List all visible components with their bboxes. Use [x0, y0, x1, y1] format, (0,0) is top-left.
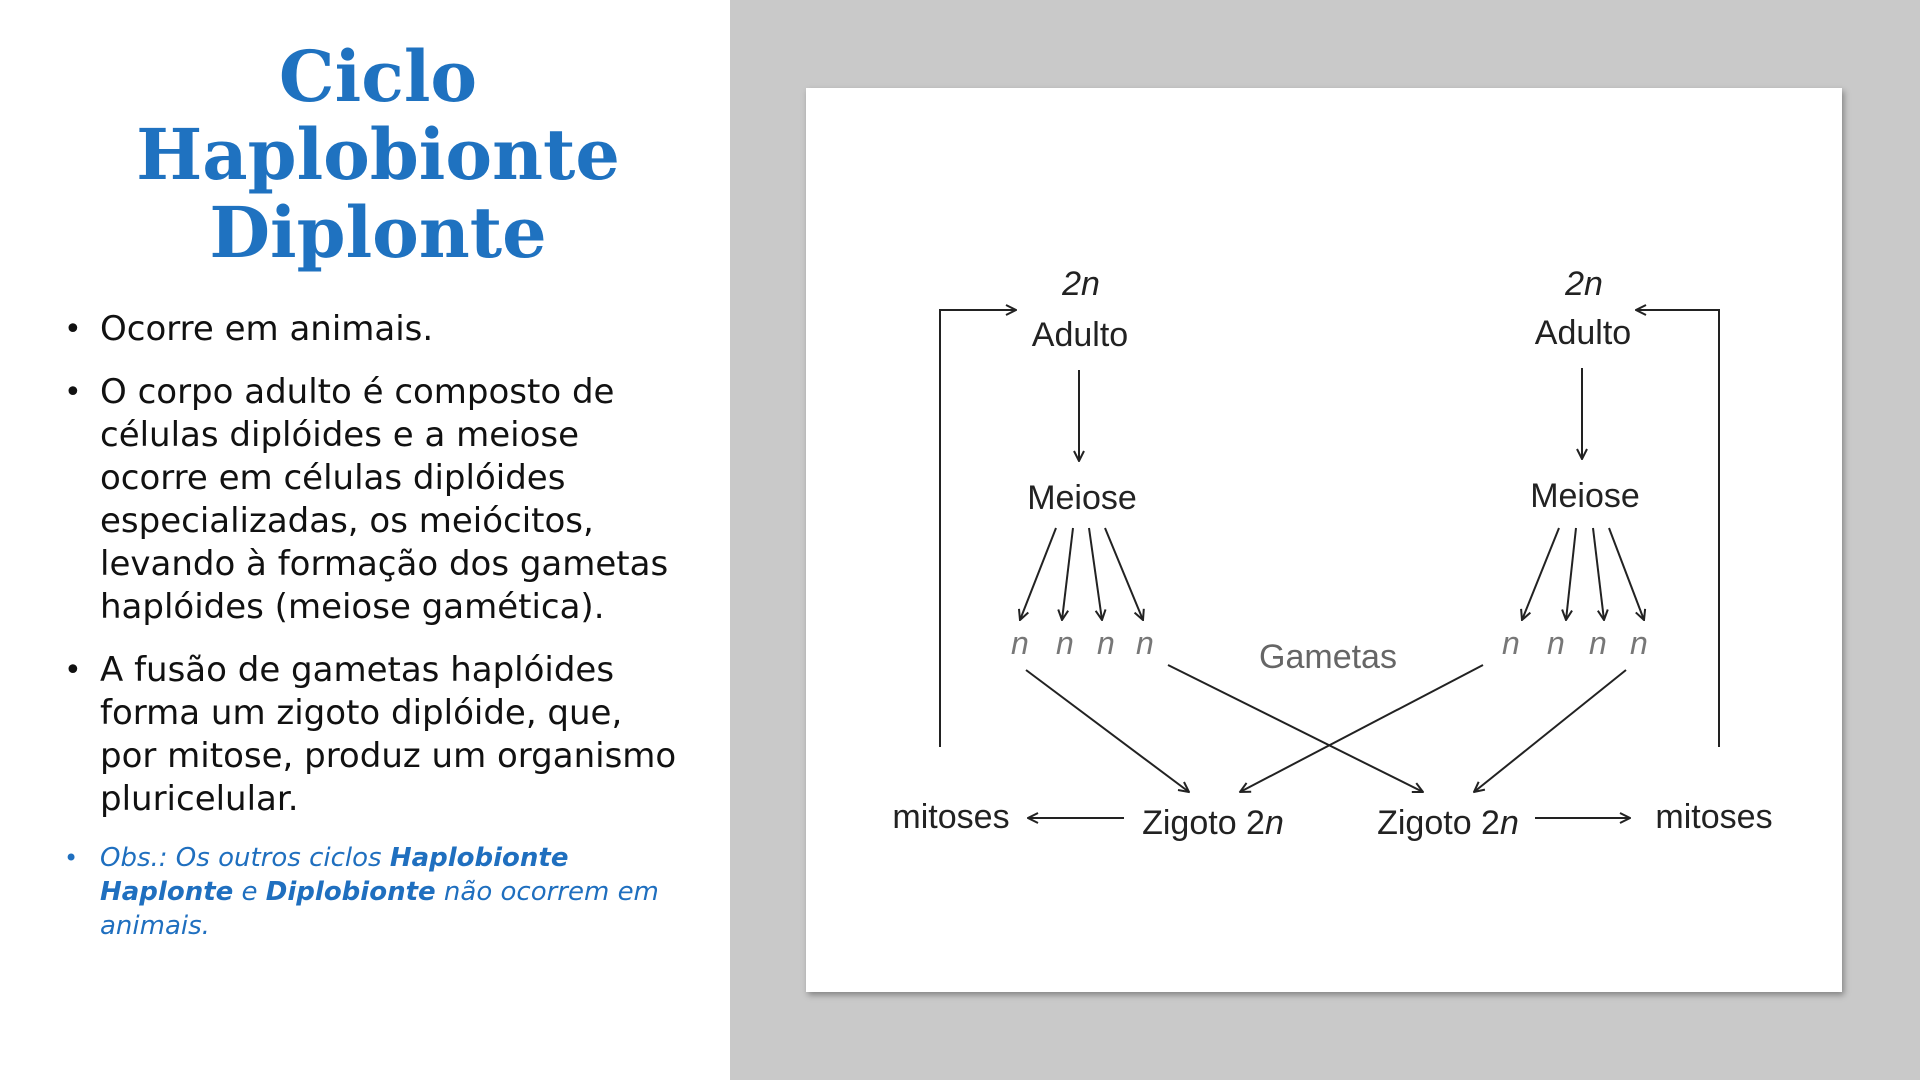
mitoses-label: mitoses [1655, 798, 1773, 836]
gametes-label: Gametas [1259, 638, 1397, 676]
arrow-gamete-zygote [1168, 665, 1423, 792]
zygote-label [1142, 804, 1284, 842]
adult-label: Adulto [1534, 314, 1632, 352]
obs-note [62, 841, 682, 943]
arrow-gamete-zygote [1474, 670, 1626, 792]
gamete-label: n [1630, 625, 1648, 661]
title-line: Haplobionte [136, 113, 620, 196]
obs-suffix: não ocorrem em animais. [100, 877, 659, 941]
zygote-ploidy: n [1264, 804, 1284, 842]
text-panel [0, 0, 730, 1080]
arrow-meiose-gamete [1522, 528, 1559, 620]
title-line: Ciclo [278, 35, 478, 118]
gamete-label: n [1589, 625, 1607, 661]
gamete-label: n [1136, 625, 1154, 661]
bullet-item: • A fusão de gametas haplóides forma um zigoto diplóide, que, por mitose, produz um organismo pluricelular. [62, 649, 682, 821]
life-cycle-diagram [806, 88, 1842, 992]
arrow-meiose-gamete [1089, 528, 1102, 620]
return-arrow-right [1636, 310, 1719, 747]
meiosis-label: Meiose [1027, 479, 1137, 517]
obs-term: Diplobionte [265, 877, 436, 907]
gamete-label: n [1502, 625, 1520, 661]
obs-middle: e [233, 877, 266, 907]
arrow-meiose-gamete [1105, 528, 1143, 620]
adult-label: Adulto [1031, 316, 1129, 354]
title-line: Diplonte [209, 191, 547, 274]
bullet-item: • O corpo adulto é composto de células diplóides e a meiose ocorre em células diplóides especializadas, os meiócitos, levando à formação dos gametas haplóides (meiose gamética). [62, 371, 682, 629]
gamete-label: n [1011, 625, 1029, 661]
bullet-item: • Ocorre em animais. [62, 308, 682, 351]
zygote-ploidy: n [1499, 804, 1519, 842]
slide-title [0, 35, 756, 274]
meiosis-label: Meiose [1530, 477, 1640, 515]
arrow-meiose-gamete [1609, 528, 1644, 620]
return-arrow-left [940, 310, 1016, 747]
bullet-list [62, 308, 682, 963]
zygote-text: Zigoto 2 [1142, 804, 1265, 842]
arrow-meiose-gamete [1062, 528, 1073, 620]
obs-term: Haplobionte Haplonte [100, 843, 569, 907]
arrow-meiose-gamete [1566, 528, 1576, 620]
zygote-text: Zigoto 2 [1377, 804, 1500, 842]
mitoses-label: mitoses [892, 798, 1010, 836]
arrow-gamete-zygote [1026, 670, 1189, 792]
arrow-meiose-gamete [1593, 528, 1604, 620]
zygote-label [1377, 804, 1519, 842]
ploidy-label: 2n [1565, 265, 1603, 303]
gamete-label: n [1056, 625, 1074, 661]
diagram-card [806, 88, 1842, 992]
arrow-gamete-zygote [1240, 665, 1483, 792]
gamete-label: n [1097, 625, 1115, 661]
arrow-meiose-gamete [1020, 528, 1056, 620]
obs-prefix: Obs.: Os outros ciclos [100, 843, 390, 873]
ploidy-label: 2n [1062, 265, 1100, 303]
gamete-label: n [1547, 625, 1565, 661]
